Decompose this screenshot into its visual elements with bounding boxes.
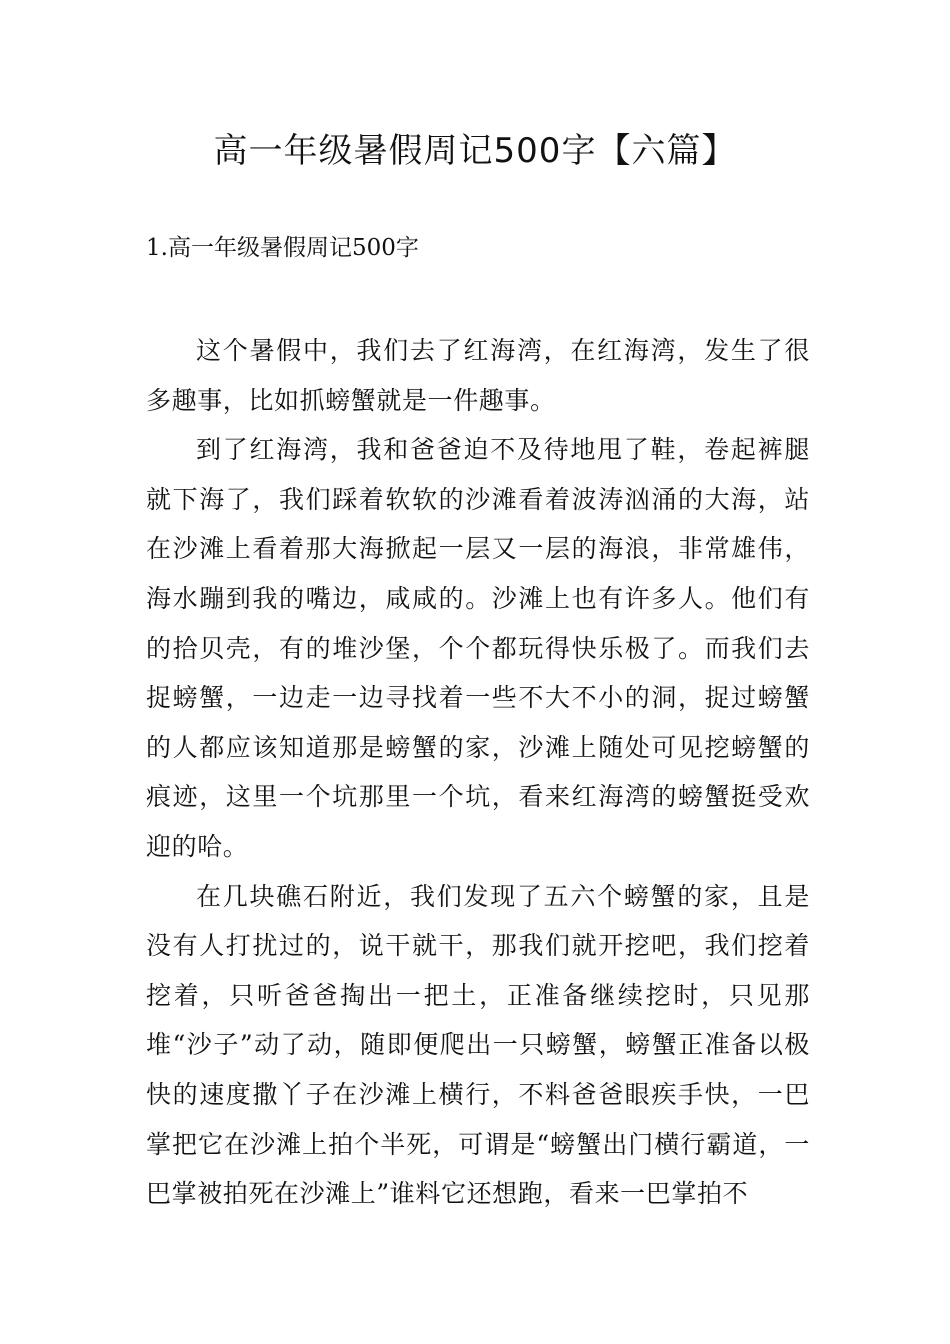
paragraph-3: 在几块礁石附近，我们发现了五六个螃蟹的家，且是没有人打扰过的，说干就干，那我们就开挖吧，我们挖着挖着，只听爸爸掏出一把土，正准备继续挖时，只见那堆“沙子”动了动，随即便爬出一只螃蟹，螃蟹正准备以极快的速度撒丫子在沙滩上横行，不料爸爸眼疾手快，一巴掌把它在沙滩上拍个半死，可谓是“螃蟹出门横行霸道，一巴掌被拍死在沙滩上”谁料它还想跑，看来一巴掌拍不 (146, 881, 810, 1209)
article-body (146, 326, 810, 1219)
document-title: 高一年级暑假周记500字【六篇】 (213, 131, 737, 171)
paragraph-2: 到了红海湾，我和爸爸迫不及待地甩了鞋，卷起裤腿就下海了，我们踩着软软的沙滩看着波涛汹涌的大海，站在沙滩上看着那大海掀起一层又一层的海浪，非常雄伟，海水蹦到我的嘴边，咸咸的。沙滩上也有许多人。他们有的拾贝壳，有的堆沙堡，个个都玩得快乐极了。而我们去捉螃蟹，一边走一边寻找着一些不大不小的洞，捉过螃蟹的人都应该知道那是螃蟹的家，沙滩上随处可见挖螃蟹的痕迹，这里一个坑那里一个坑，看来红海湾的螃蟹挺受欢迎的哈。 (146, 435, 810, 861)
paragraph-1: 这个暑假中，我们去了红海湾，在红海湾，发生了很多趣事，比如抓螃蟹就是一件趣事。 (146, 336, 810, 415)
section-heading: 1.高一年级暑假周记500字 (146, 235, 419, 261)
